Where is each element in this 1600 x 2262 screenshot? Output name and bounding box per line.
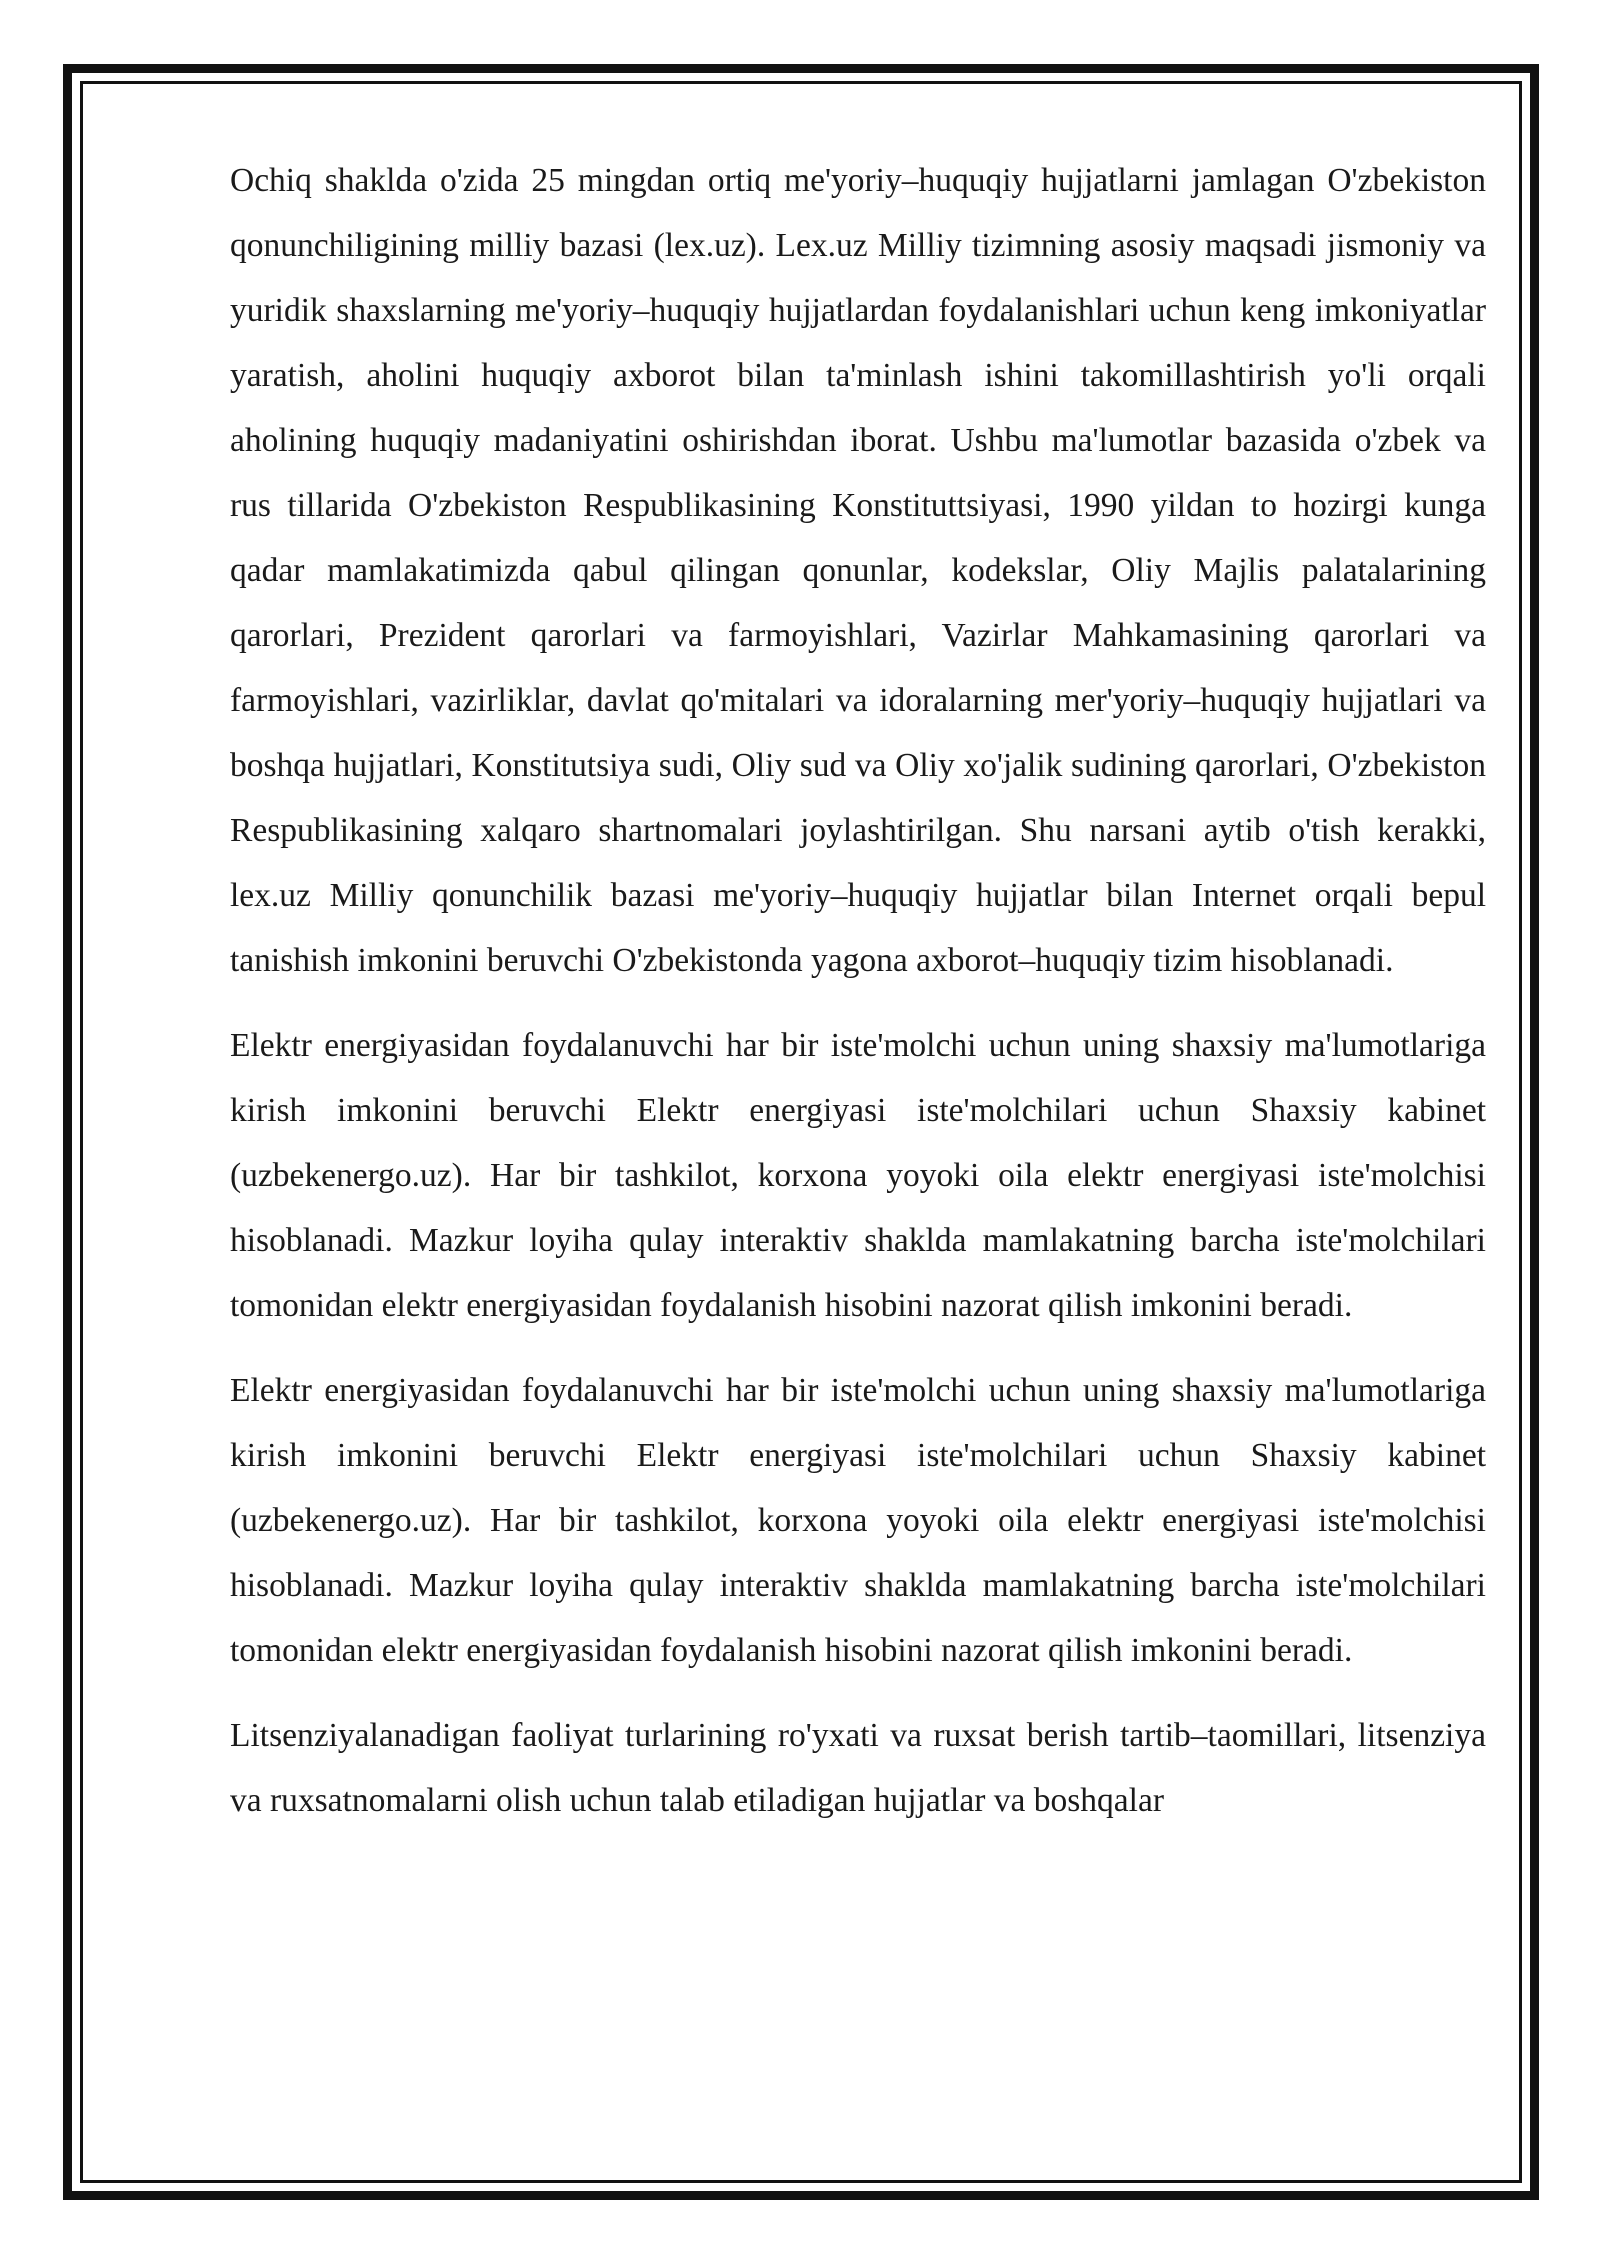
document-body <box>230 148 1486 1853</box>
paragraph-uzbekenergo: Elektr energiyasidan foydalanuvchi har bir iste'molchi uchun uning shaxsiy ma'lumotlariga kirish imkonini beruvchi Elektr energiyasi iste'molchilari uchun Shaxsiy kabinet (uzbekenergo.uz). Har bir tashkilot, korxona yoyoki oila elektr energiyasi iste'molchisi hisoblanadi. Mazkur loyiha qulay interaktiv shaklda mamlakatning barcha iste'molchilari tomonidan elektr energiyasidan foydalanish hisobini nazorat qilish imkonini beradi. <box>230 1027 1486 1324</box>
paragraph-lex-uz: Ochiq shaklda o'zida 25 mingdan ortiq me'yoriy–huquqiy hujjatlarni jamlagan O'zbekiston qonunchiligining milliy bazasi (lex.uz). Lex.uz Milliy tizimning asosiy maqsadi jismoniy va yuridik shaxslarning me'yoriy–huquqiy hujjatlardan foydalanishlari uchun keng imkoniyatlar yaratish, aholini huquqiy axborot bilan ta'minlash ishini takomillashtirish yo'li orqali aholining huquqiy madaniyatini oshirishdan iborat. Ushbu ma'lumotlar bazasida o'zbek va rus tillarida O'zbekiston Respublikasining Konstituttsiyasi, 1990 yildan to hozirgi kunga qadar mamlakatimizda qabul qilingan qonunlar, kodekslar, Oliy Majlis palatalarining qarorlari, Prezident qarorlari va farmoyishlari, Vazirlar Mahkamasining qarorlari va farmoyishlari, vazirliklar, davlat qo'mitalari va idoralarning mer'yoriy–huquqiy hujjatlari va boshqa hujjatlari, Konstitutsiya sudi, Oliy sud va Oliy xo'jalik sudining qarorlari, O'zbekiston Respublikasining xalqaro shartnomalari joylashtirilgan. Shu narsani aytib o'tish kerakki, lex.uz Milliy qonunchilik bazasi me'yoriy–huquqiy hujjatlar bilan Internet orqali bepul tanishish imkonini beruvchi O'zbekistonda yagona axborot–huquqiy tizim hisoblanadi. <box>230 162 1486 979</box>
paragraph-uzbekenergo-repeat: Elektr energiyasidan foydalanuvchi har bir iste'molchi uchun uning shaxsiy ma'lumotlariga kirish imkonini beruvchi Elektr energiyasi iste'molchilari uchun Shaxsiy kabinet (uzbekenergo.uz). Har bir tashkilot, korxona yoyoki oila elektr energiyasi iste'molchisi hisoblanadi. Mazkur loyiha qulay interaktiv shaklda mamlakatning barcha iste'molchilari tomonidan elektr energiyasidan foydalanish hisobini nazorat qilish imkonini beradi. <box>230 1372 1486 1669</box>
paragraph-litsenziya: Litsenziyalanadigan faoliyat turlarining ro'yxati va ruxsat berish tartib–taomillari, litsenziya va ruxsatnomalarni olish uchun talab etiladigan hujjatlar va boshqalar <box>230 1717 1486 1819</box>
